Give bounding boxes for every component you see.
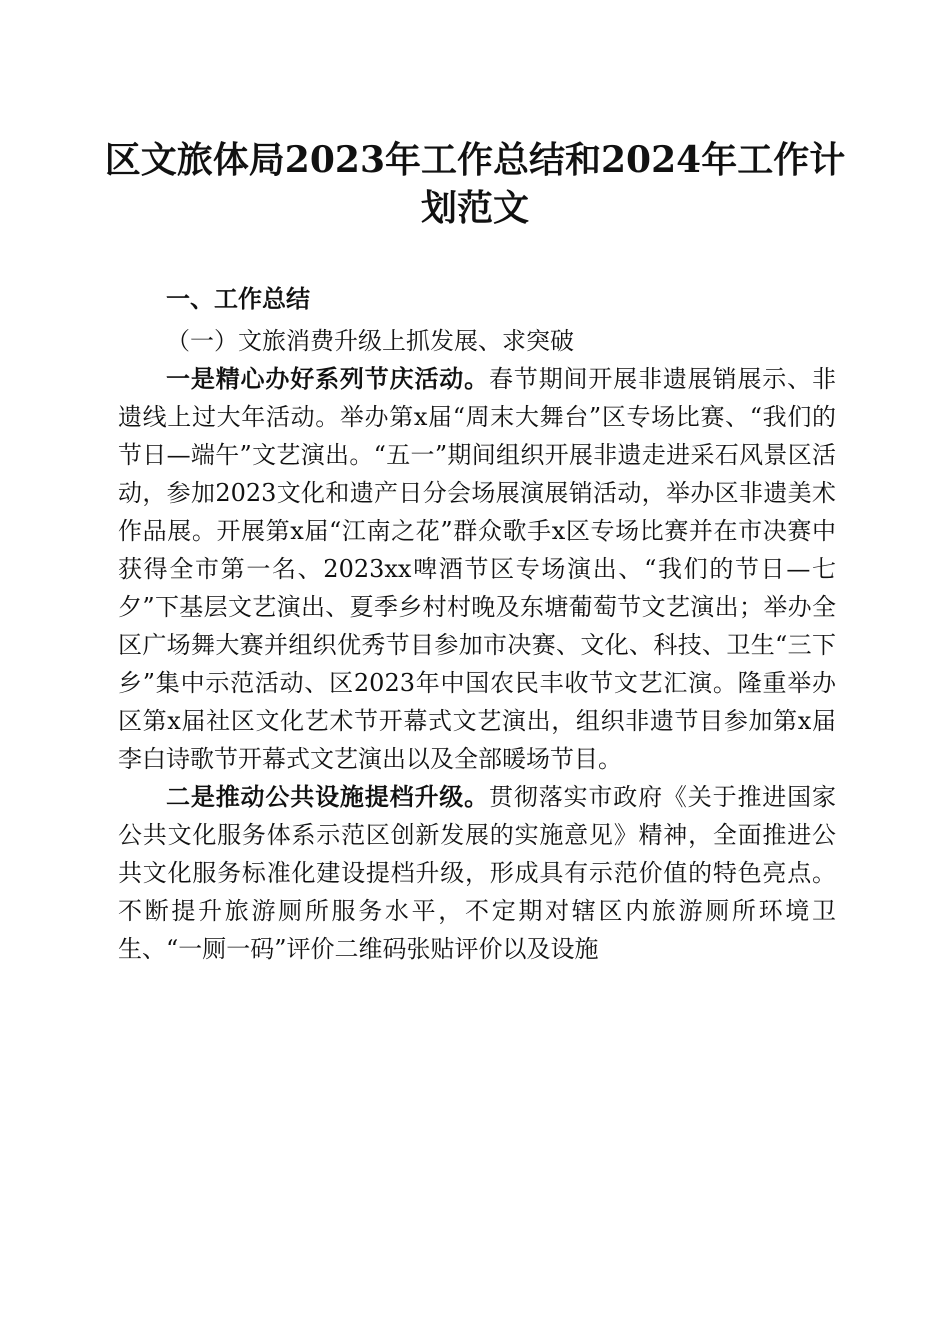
paragraph-2 — [118, 778, 836, 968]
section-heading: 一、工作总结 — [166, 285, 310, 313]
paragraph-1-lead: 一是精心办好系列节庆活动。 — [166, 364, 489, 393]
document-body — [118, 280, 836, 968]
paragraph-2-lead: 二是推动公共设施提档升级。 — [166, 782, 489, 811]
paragraph-1-body: 春节期间开展非遗展销展示、非遗线上过大年活动。举办第x届“周末大舞台”区专场比赛、“我们的节日—端午”文艺演出。“五一”期间组织开展非遗走进采石风景区活动，参加2023文化和遗产日分会场展演展销活动，举办区非遗美术作品展。开展第x届“江南之花”群众歌手x区专场比赛并在市决赛中获得全市第一名、2023xx啤酒节区专场演出、“我们的节日—七夕”下基层文艺演出、夏季乡村村晚及东塘葡萄节文艺演出；举办全区广场舞大赛并组织优秀节目参加市决赛、文化、科技、卫生“三下乡”集中示范活动、区2023年中国农民丰收节文艺汇演。隆重举办区第x届社区文化艺术节开幕式文艺演出，组织非遗节目参加第x届李白诗歌节开幕式文艺演出以及全部暖场节目。 — [118, 365, 836, 773]
paragraph-1 — [118, 360, 836, 778]
subsection-heading: （一）文旅消费升级上抓发展、求突破 — [166, 327, 574, 355]
page-title: 区文旅体局2023年工作总结和2024年工作计划范文 — [104, 139, 846, 229]
paragraph-2-body: 贯彻落实市政府《关于推进国家公共文化服务体系示范区创新发展的实施意见》精神，全面推进公共文化服务标准化建设提档升级，形成具有示范价值的特色亮点。不断提升旅游厕所服务水平，不定期对辖区内旅游厕所环境卫生、“一厕一码”评价二维码张贴评价以及设施 — [118, 783, 836, 963]
